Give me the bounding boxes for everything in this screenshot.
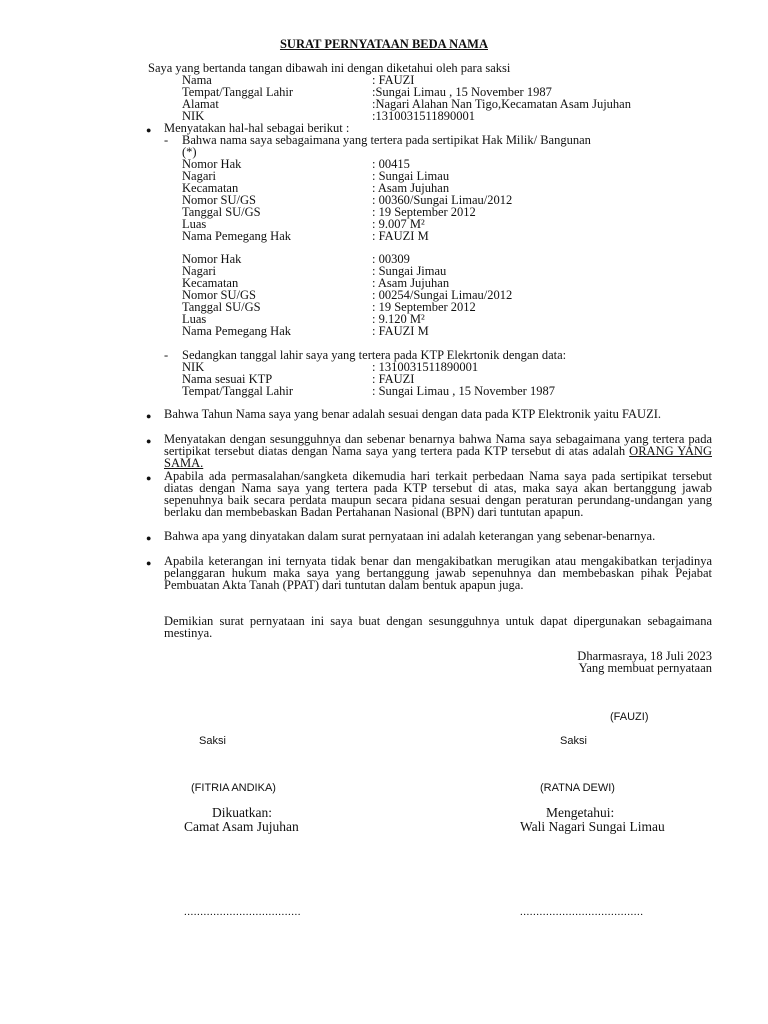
certificate-value: : 00415 xyxy=(372,157,410,171)
ktp-value: : Sungai Limau , 15 November 1987 xyxy=(372,384,555,398)
certificate-label: Luas xyxy=(182,312,207,326)
certificate-value: : 00309 xyxy=(372,252,410,266)
ktp-intro: Sedangkan tanggal lahir saya yang tertera pada KTP Elekrtonik dengan data: xyxy=(182,348,567,362)
dash-marker: - xyxy=(164,348,169,362)
same-person-emphasis: ORANG YANG SAMA. xyxy=(164,444,712,470)
certificate-value: : Sungai Limau xyxy=(372,169,450,183)
identity-label: Nama xyxy=(182,73,212,87)
certificate-value: : Asam Jujuhan xyxy=(372,181,450,195)
certificate-label: Kecamatan xyxy=(182,276,239,290)
identity-value: :Sungai Limau , 15 November 1987 xyxy=(372,85,552,99)
certificate-label: Nama Pemegang Hak xyxy=(182,324,291,338)
certificate-label: Nomor Hak xyxy=(182,157,242,171)
certificate-label: Nama Pemegang Hak xyxy=(182,229,291,243)
identity-label: NIK xyxy=(182,109,205,123)
certificate-value: : 19 September 2012 xyxy=(372,300,476,314)
ktp-label: Nama sesuai KTP xyxy=(182,372,273,386)
ktp-value: : FAUZI xyxy=(372,372,415,386)
statement-point-2 xyxy=(164,433,712,469)
endorse-left-office: Camat Asam Jujuhan xyxy=(184,819,299,834)
certificate-label: Luas xyxy=(182,217,207,231)
bullet-icon: ● xyxy=(146,533,152,543)
certificate-value: : 9.120 M² xyxy=(372,312,425,326)
bullet-icon: ● xyxy=(146,558,152,568)
endorse-right-office: Wali Nagari Sungai Limau xyxy=(520,819,665,834)
statement-point-5: Apabila keterangan ini ternyata tidak benar dan mengakibatkan merugikan atau mengakibatkan terjadinya pelanggaran hukum maka saya yang bertanggung jawab sepenuhnya dan membebaskan pihak Pejabat Pembuatan Akta Tanah (PPAT) dari tuntutan dalam bentuk apapun juga. xyxy=(164,554,712,592)
ktp-value: : 1310031511890001 xyxy=(372,360,479,374)
identity-value: : FAUZI xyxy=(372,73,415,87)
signature-line-right: ...................................... xyxy=(520,906,644,918)
statement-intro: Menyatakan hal-hal sebagai berikut : xyxy=(164,121,350,135)
certificate-label: Tanggal SU/GS xyxy=(182,205,261,219)
certificate-label: Nagari xyxy=(182,264,217,278)
bullet-icon: ● xyxy=(146,473,152,483)
identity-value: :Nagari Alahan Nan Tigo,Kecamatan Asam Jujuhan xyxy=(372,97,631,111)
intro-text: Saya yang bertanda tangan dibawah ini dengan diketahui oleh para saksi xyxy=(148,61,511,75)
ktp-label: NIK xyxy=(182,360,205,374)
certificate-value: : 00360/Sungai Limau/2012 xyxy=(372,193,513,207)
statement-point-1: Bahwa Tahun Nama saya yang benar adalah sesuai dengan data pada KTP Elektronik yaitu FAUZI. xyxy=(164,407,661,421)
certificate-label: Tanggal SU/GS xyxy=(182,300,261,314)
certificate-label: Nomor SU/GS xyxy=(182,288,256,302)
dash-marker: - xyxy=(164,133,169,147)
witness-label-right: Saksi xyxy=(560,735,587,747)
identity-label: Tempat/Tanggal Lahir xyxy=(182,85,294,99)
endorse-right-label: Mengetahui: xyxy=(546,805,615,820)
witness-name-left: (FITRIA ANDIKA) xyxy=(191,782,276,794)
certificate-value: : 19 September 2012 xyxy=(372,205,476,219)
ktp-label: Tempat/Tanggal Lahir xyxy=(182,384,294,398)
bullet-icon: ● xyxy=(146,436,152,446)
certificate-intro-note: (*) xyxy=(182,145,197,159)
witness-label-left: Saksi xyxy=(199,735,226,747)
statement-point-2-text: Menyatakan dengan sesungguhnya dan sebenar benarnya bahwa Nama saya sebagaimana yang tertera pada sertipikat tersebut diatas dengan Nama saya yang tertera pada KTP tersebut di atas adalah xyxy=(164,432,712,458)
identity-value: :1310031511890001 xyxy=(372,109,476,123)
statement-point-4: Bahwa apa yang dinyatakan dalam surat pernyataan ini adalah keterangan yang sebenar-benarnya. xyxy=(164,529,656,543)
bullet-icon: ● xyxy=(146,125,152,135)
bullet-icon: ● xyxy=(146,411,152,421)
place-date: Dharmasraya, 18 Juli 2023 xyxy=(577,649,712,663)
statement-point-3: Apabila ada permasalahan/sangketa dikemudia hari terkait perbedaan Nama saya pada sertipikat tersebut diatas dengan Nama saya yang tertera pada KTP tersebut di atas, maka saya akan bertanggung jawab sepenuhnya baik secara perdata maupun secara pidana sesuai dengan peraturan perundang-undangan yang berlaku dan membebaskan Badan Pertahanan Nasional (BPN) dari tuntutan apapun. xyxy=(164,469,712,519)
certificate-intro: Bahwa nama saya sebagaimana yang tertera pada sertipikat Hak Milik/ Bangunan xyxy=(182,133,591,147)
endorse-left-label: Dikuatkan: xyxy=(212,805,272,820)
witness-name-right: (RATNA DEWI) xyxy=(540,782,615,794)
maker-label: Yang membuat pernyataan xyxy=(578,661,712,675)
certificate-value: : Sungai Jimau xyxy=(372,264,447,278)
certificate-label: Nomor Hak xyxy=(182,252,242,266)
certificate-value: : 9.007 M² xyxy=(372,217,425,231)
document-title: SURAT PERNYATAAN BEDA NAMA xyxy=(279,37,488,51)
certificate-value: : FAUZI M xyxy=(372,324,429,338)
closing-text: Demikian surat pernyataan ini saya buat dengan sesungguhnya untuk dapat dipergunakan sebagaimana mestinya. xyxy=(164,614,712,640)
maker-name: (FAUZI) xyxy=(610,711,649,723)
certificate-value: : 00254/Sungai Limau/2012 xyxy=(372,288,513,302)
certificate-label: Kecamatan xyxy=(182,181,239,195)
certificate-value: : FAUZI M xyxy=(372,229,429,243)
certificate-value: : Asam Jujuhan xyxy=(372,276,450,290)
identity-label: Alamat xyxy=(182,97,219,111)
certificate-label: Nagari xyxy=(182,169,217,183)
signature-line-left: .................................... xyxy=(184,906,301,918)
certificate-label: Nomor SU/GS xyxy=(182,193,256,207)
